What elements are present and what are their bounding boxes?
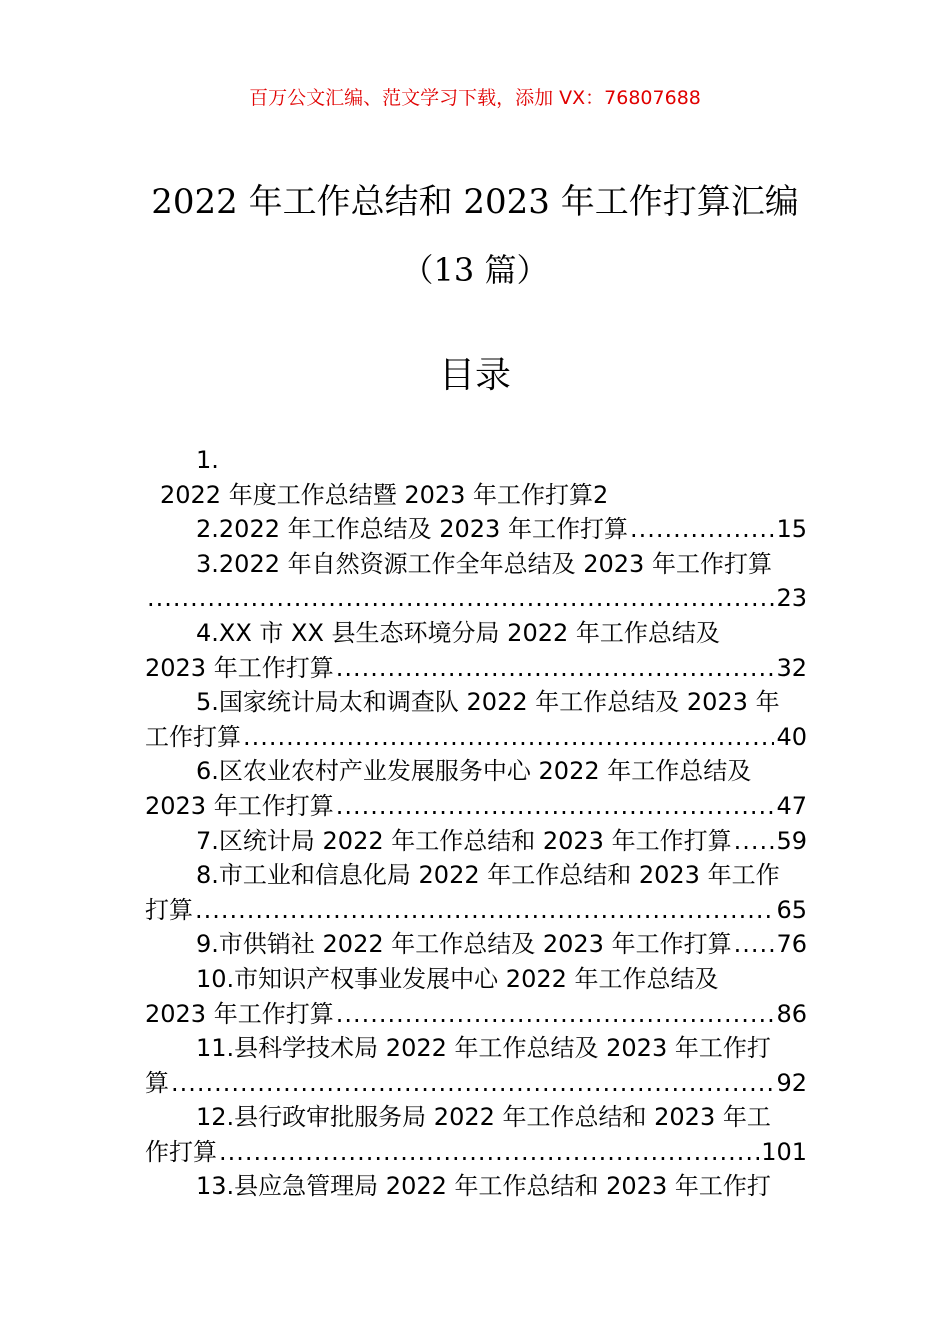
toc-entry-text: 8.市工业和信息化局 2022 年工作总结和 2023 年工作 [196,861,780,890]
toc-line [145,1100,807,1135]
toc-entry-text: 2.2022 年工作总结及 2023 年工作打算 [196,515,628,544]
document-subtitle: （13 篇） [401,251,549,289]
dot-leader [734,824,775,859]
dot-leader [630,512,775,547]
toc-page-number: 92 [776,1068,807,1097]
toc-entry-text: 11.县科学技术局 2022 年工作总结及 2023 年工作打 [196,1034,771,1063]
toc-line[interactable] [145,927,807,962]
dot-leader [171,1066,774,1101]
toc-line [145,1169,807,1204]
toc-line [145,685,807,720]
toc-line [145,616,807,651]
toc-page-number: 101 [761,1137,807,1166]
toc-entry-text: 5.国家统计局太和调查队 2022 年工作总结及 2023 年 [196,688,780,717]
toc-line [145,443,807,478]
dot-leader [336,789,775,824]
toc-entry-text: 作打算 [145,1137,217,1166]
toc-entry-text: 4.XX 市 XX 县生态环境分局 2022 年工作总结及 [196,618,720,647]
dot-leader [219,1135,759,1170]
dot-leader [243,720,774,755]
toc-heading: 目录 [438,355,511,396]
toc-line[interactable] [145,824,807,859]
toc-line [145,962,807,997]
toc-entry-text: 3.2022 年自然资源工作全年总结及 2023 年工作打算 [196,549,772,578]
toc-line[interactable] [145,997,807,1032]
toc-entry-text: 2022 年度工作总结暨 2023 年工作打算2 [160,480,609,509]
toc-entry-text: 6.区农业农村产业发展服务中心 2022 年工作总结及 [196,757,752,786]
toc-page-number: 47 [776,791,807,820]
toc-entry-text: 工作打算 [145,722,241,751]
toc-page-number: 76 [776,930,807,959]
toc-line[interactable] [145,789,807,824]
toc-line[interactable] [145,651,807,686]
toc-page-number: 15 [776,515,807,544]
toc-page-number: 86 [776,999,807,1028]
document-title: 2022 年工作总结和 2023 年工作打算汇编 [151,182,799,222]
dot-leader [195,893,774,928]
toc-line [145,1031,807,1066]
dot-leader [336,997,775,1032]
toc-line[interactable] [145,581,807,616]
toc-page-number: 59 [776,826,807,855]
toc-line[interactable] [145,893,807,928]
dot-leader [336,651,775,686]
toc-entry-text: 打算 [145,895,193,924]
toc-entry-text: 2023 年工作打算 [145,999,334,1028]
toc-entry-text: 13.县应急管理局 2022 年工作总结和 2023 年工作打 [196,1172,771,1201]
toc-line [145,547,807,582]
toc-page-number: 40 [776,722,807,751]
toc-entry-text: 10.市知识产权事业发展中心 2022 年工作总结及 [196,964,719,993]
table-of-contents [145,443,807,1204]
toc-entry-text: 12.县行政审批服务局 2022 年工作总结和 2023 年工 [196,1103,771,1132]
toc-line[interactable] [145,720,807,755]
header-note: 百万公文汇编、范文学习下载，添加 VX：76807688 [249,87,701,109]
toc-line[interactable] [145,512,807,547]
toc-line [145,858,807,893]
toc-entry-text: 2023 年工作打算 [145,653,334,682]
toc-entry-text: 算 [145,1068,169,1097]
toc-page-number: 23 [776,584,807,613]
toc-entry-text: 7.区统计局 2022 年工作总结和 2023 年工作打算 [196,826,732,855]
toc-page-number: 65 [776,895,807,924]
toc-entry-text: 1. [196,446,219,474]
dot-leader [147,581,774,616]
toc-page-number: 32 [776,653,807,682]
toc-line [145,754,807,789]
toc-entry-text: 9.市供销社 2022 年工作总结及 2023 年工作打算 [196,930,732,959]
toc-line[interactable] [145,1135,807,1170]
dot-leader [734,927,775,962]
toc-line[interactable] [145,1066,807,1101]
toc-entry-text: 2023 年工作打算 [145,791,334,820]
toc-line [145,478,807,513]
